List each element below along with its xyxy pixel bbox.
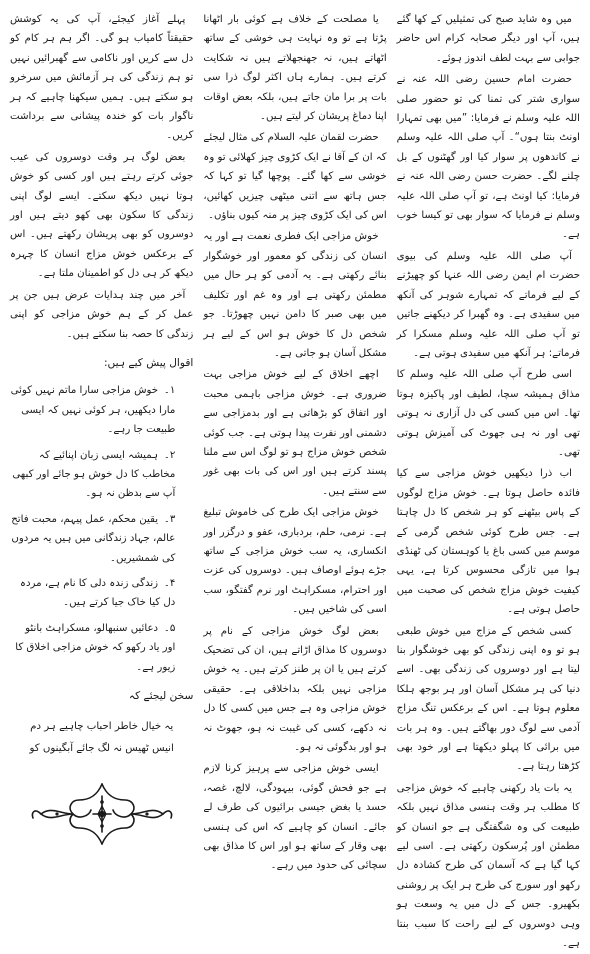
section-heading: اقوال پیش کیے ہیں: [103,356,194,369]
paragraph: خوش مزاجی ایک فطری نعمت ہے اور یہ انسان کی زندگی کو معمور اور خوشگوار بنائے رکھتی ہے۔ یہ آدمی کو ہر حال میں مطمئن رکھتی ہے اور وہ غم اور تکلیف میں بھی صبر کا دامن نہیں چھوڑتا۔ جو شخص دل کا خوش ہو اس کے لیے ہر مشکل آسان ہو جاتی ہے۔ [203,231,387,359]
paragraph: اب ذرا دیکھیں خوش مزاجی سے کیا فائدہ حاصل ہوتا ہے۔ خوش مزاج لوگوں کے پاس بیٹھنے کو ہر شخص کا دل چاہتا ہے۔ جس طرح کوئی شخص گرمی کے موسم میں کسی باغ یا کوہستان کی ٹھنڈی ہوا میں تازگی محسوس کرتا ہے، یہی کیفیت خوش مزاج شخص کی صحبت میں حاصل ہوتی ہے۔ [396,468,580,616]
paragraph: اسی طرح آپ صلی اللہ علیہ وسلم کا مذاق ہمیشہ سچا، لطیف اور پاکیزہ ہوتا تھا۔ اس میں کسی کی دل آزاری نہ ہوتی تھی اور نہ ہی جھوٹ کی آمیزش ہوتی تھی۔ [396,369,580,458]
list-number: ۲۔ [163,449,176,461]
paragraph: اچھے اخلاق کے لیے خوش مزاجی بہت ضروری ہے۔ خوش مزاجی باہمی محبت اور اتفاق کو بڑھاتی ہے اور بدمزاجی سے دشمنی اور نفرت پیدا ہوتی ہے۔ جب کوئی شخص خوش مزاج ہو تو لوگ اس سے ملنا پسند کرتے ہیں اور اس کی بات بھی غور سے سنتے ہیں۔ [203,369,387,497]
verse-line: یہ خیال خاطر احباب چاہیے ہر دم [30,721,174,733]
floral-ornament-icon [27,778,177,850]
paragraph: میں وہ شاید صبح کی تمثیلیں کے کھا گئے ہیں، آپ اور دیگر صحابہ کرام اس حاضر جوابی سے بہت لطف اندوز ہوئے۔ [396,14,580,64]
verse [10,716,193,760]
list-number: ۵۔ [163,622,176,634]
list-number: ۳۔ [163,513,176,525]
list-text: خوش مزاجی سارا ماتم نہیں کوئی مارا دیکھیں، ہر کوئی نہیں کہ ایسی طبیعت جا رہے۔ [10,385,176,436]
verse-line: انیس ٹھیس نہ لگ جائے آبگینوں کو [29,743,174,755]
list-text: زندگی زندہ دلی کا نام ہے، مردہ دل کیا خاک جیا کرتے ہیں۔ [20,577,176,609]
paragraph: آخر میں چند ہدایات عرض ہیں جن پر عمل کر کے ہم خوش مزاجی کو اپنی زندگی کا حصہ بنا سکتے ہیں۔ [10,289,194,340]
paragraph: آپ صلی اللہ علیہ وسلم کی بیوی حضرت ام ایمن رضی اللہ عنہا کو چھیڑنے کے لیے فرماتے کہ تمہارے شوہر کی آنکھ میں سفیدی ہے۔ وہ گھبرا کر دیکھنے جاتیں تو آپ صلی اللہ علیہ وسلم مسکرا کر فرماتے: ہر آنکھ میں سفیدی ہوتی ہے۔ [396,250,580,359]
paragraph: حضرت لقمان علیہ السلام کی مثال لیجئے کہ ان کے آقا نے ایک کڑوی چیز کھلائی تو وہ خوشی سے کھا گئے۔ پوچھا گیا تو کہا کہ جس ہاتھ سے اتنی میٹھی چیزیں کھائیں، اس کی ایک کڑوی چیز پر منہ کیوں بناؤں۔ [203,132,387,222]
page [10,10,580,950]
paragraph: پہلے آغاز کیجئے، آپ کی یہ کوشش حقیقتاً کامیاب ہو گی۔ اگر ہم ہر کام کو دل سے کریں اور ناکامی سے گھبرائیں نہیں تو ہم زندگی کی ہر آزمائش میں سرخرو ہو سکتے ہیں۔ ہمیں سیکھنا چاہیے کہ ہر ناگوار بات کو خندہ پیشانی سے برداشت کریں۔ [10,14,194,142]
list-item [10,446,175,504]
list-item [10,510,175,568]
column-right [396,10,580,950]
list-text: دعائیں سنبھالو، مسکراہٹ بانٹو اور یاد رکھو کہ خوش مزاجی اخلاق کا زیور ہے۔ [15,622,176,673]
list-item [10,574,175,613]
list-text: یقین محکم، عمل پیہم، محبت فاتح عالم، جہاد زندگانی میں ہیں یہ مردوں کی شمشیریں۔ [11,513,176,564]
closing-line: سخن لیجئے کہ [128,690,194,702]
column-left [10,10,193,811]
paragraph: بعض لوگ خوش مزاجی کے نام پر دوسروں کا مذاق اڑاتے ہیں، ان کی تضحیک کرتے ہیں یا ان پر طنز کرتے ہیں۔ یہ خوش مزاجی نہیں بلکہ بداخلاقی ہے۔ حقیقی خوش مزاجی وہ ہے جس میں کسی کا دل نہ دکھے، کسی کی غیبت نہ ہو، جھوٹ نہ ہو اور بدگوئی نہ ہو۔ [203,625,387,754]
list-item [10,381,175,439]
paragraph: بعض لوگ ہر وقت دوسروں کی عیب جوئی کرتے رہتے ہیں اور کسی کو خوش ہوتا نہیں دیکھ سکتے۔ ایسے لوگ اپنی زندگی کا سکون بھی کھو دیتے ہیں اور دوسروں کو بھی پریشان رکھتے ہیں۔ اس کے برعکس خوش مزاج انسان کا چہرہ دیکھ کر ہی دل کو اطمینان ملتا ہے۔ [10,151,194,280]
paragraph: ایسی خوش مزاجی سے پرہیز کرنا لازم ہے جو فحش گوئی، بیہودگی، لالچ، غصہ، حسد یا بغض جیسی برائیوں کی طرف لے جائے۔ انسان کو چاہیے کہ اس کی ہنسی بھی وقار کے ساتھ ہو اور اس کا مذاق بھی سچائی کی حدود میں رہے۔ [203,763,387,872]
list-number: ۴۔ [163,577,176,589]
paragraph: یہ بات یاد رکھنی چاہیے کہ خوش مزاجی کا مطلب ہر وقت ہنسی مذاق نہیں بلکہ طبیعت کی وہ شگفتگی ہے جو انسان کو مطمئن اور پُرسکون رکھتی ہے۔ اسی لیے کہا گیا ہے کہ آسمان کی طرح کشادہ دل رکھو اور سورج کی طرح ہر ایک پر روشنی بکھیرو۔ جس کے دل میں یہ وسعت ہو وہی دوسروں کے لیے راحت کا سبب بنتا ہے۔ [396,782,580,950]
paragraph: حضرت امام حسین رضی اللہ عنہ نے سواری شتر کی تمنا کی تو حضور صلی اللہ علیہ وسلم نے فرمایا: ”میں بھی تمہارا اونٹ بنتا ہوں“۔ آپ صلی اللہ علیہ وسلم نے کاندھوں پر سوار کیا اور گھٹنوں کے بل چلنے لگے۔ حضرت حسن رضی اللہ عنہ نے فرمایا: کیا اونٹ ہے، تو آپ صلی اللہ علیہ وسلم نے فرمایا کہ سوار بھی تو کیسا خوب ہے۔ [396,74,580,241]
paragraph: یا مصلحت کے خلاف ہے کوئی بار اٹھانا پڑتا ہے تو وہ نہایت ہی خوشی کے ساتھ اٹھاتے ہیں، نہ جھنجھلاتے ہیں نہ شکایت کرتے ہیں۔ ہمارے ہاں اکثر لوگ ذرا سی بات پر برا مان جاتے ہیں، بلکہ بعض اوقات اپنا دماغ پریشان کر لیتے ہیں۔ [203,14,387,123]
paragraph: خوش مزاجی ایک طرح کی خاموش تبلیغ ہے۔ نرمی، حلم، بردباری، عفو و درگزر اور انکساری، یہ سب خوش مزاجی کے ساتھ جڑے ہوئے اوصاف ہیں۔ دوسروں کی عزت اور احترام، مسکراہٹ اور نرم گفتگو، سب اسی کی شاخیں ہیں۔ [203,507,387,616]
numbered-list [10,381,193,677]
list-number: ۱۔ [163,385,176,397]
list-item [10,619,175,677]
list-text: ہمیشہ ایسی زبان اپنائیے کہ مخاطب کا دل خوش ہو جائے اور کبھی آپ سے بدظن نہ ہو۔ [12,449,176,500]
column-middle [203,10,387,872]
paragraph: کسی شخص کے مزاج میں خوش طبعی ہو تو وہ اپنی زندگی کو بھی خوشگوار بنا لیتا ہے اور دوسروں کی زندگی بھی۔ اسے دنیا کی ہر مشکل آسان اور ہر بوجھ ہلکا معلوم ہوتا ہے۔ اس کے برعکس تنگ مزاج آدمی سے لوگ دور بھاگتے ہیں۔ وہ ہر بات میں برائی کا پہلو دیکھتا ہے اور خود بھی کڑھتا رہتا ہے۔ [396,625,580,773]
